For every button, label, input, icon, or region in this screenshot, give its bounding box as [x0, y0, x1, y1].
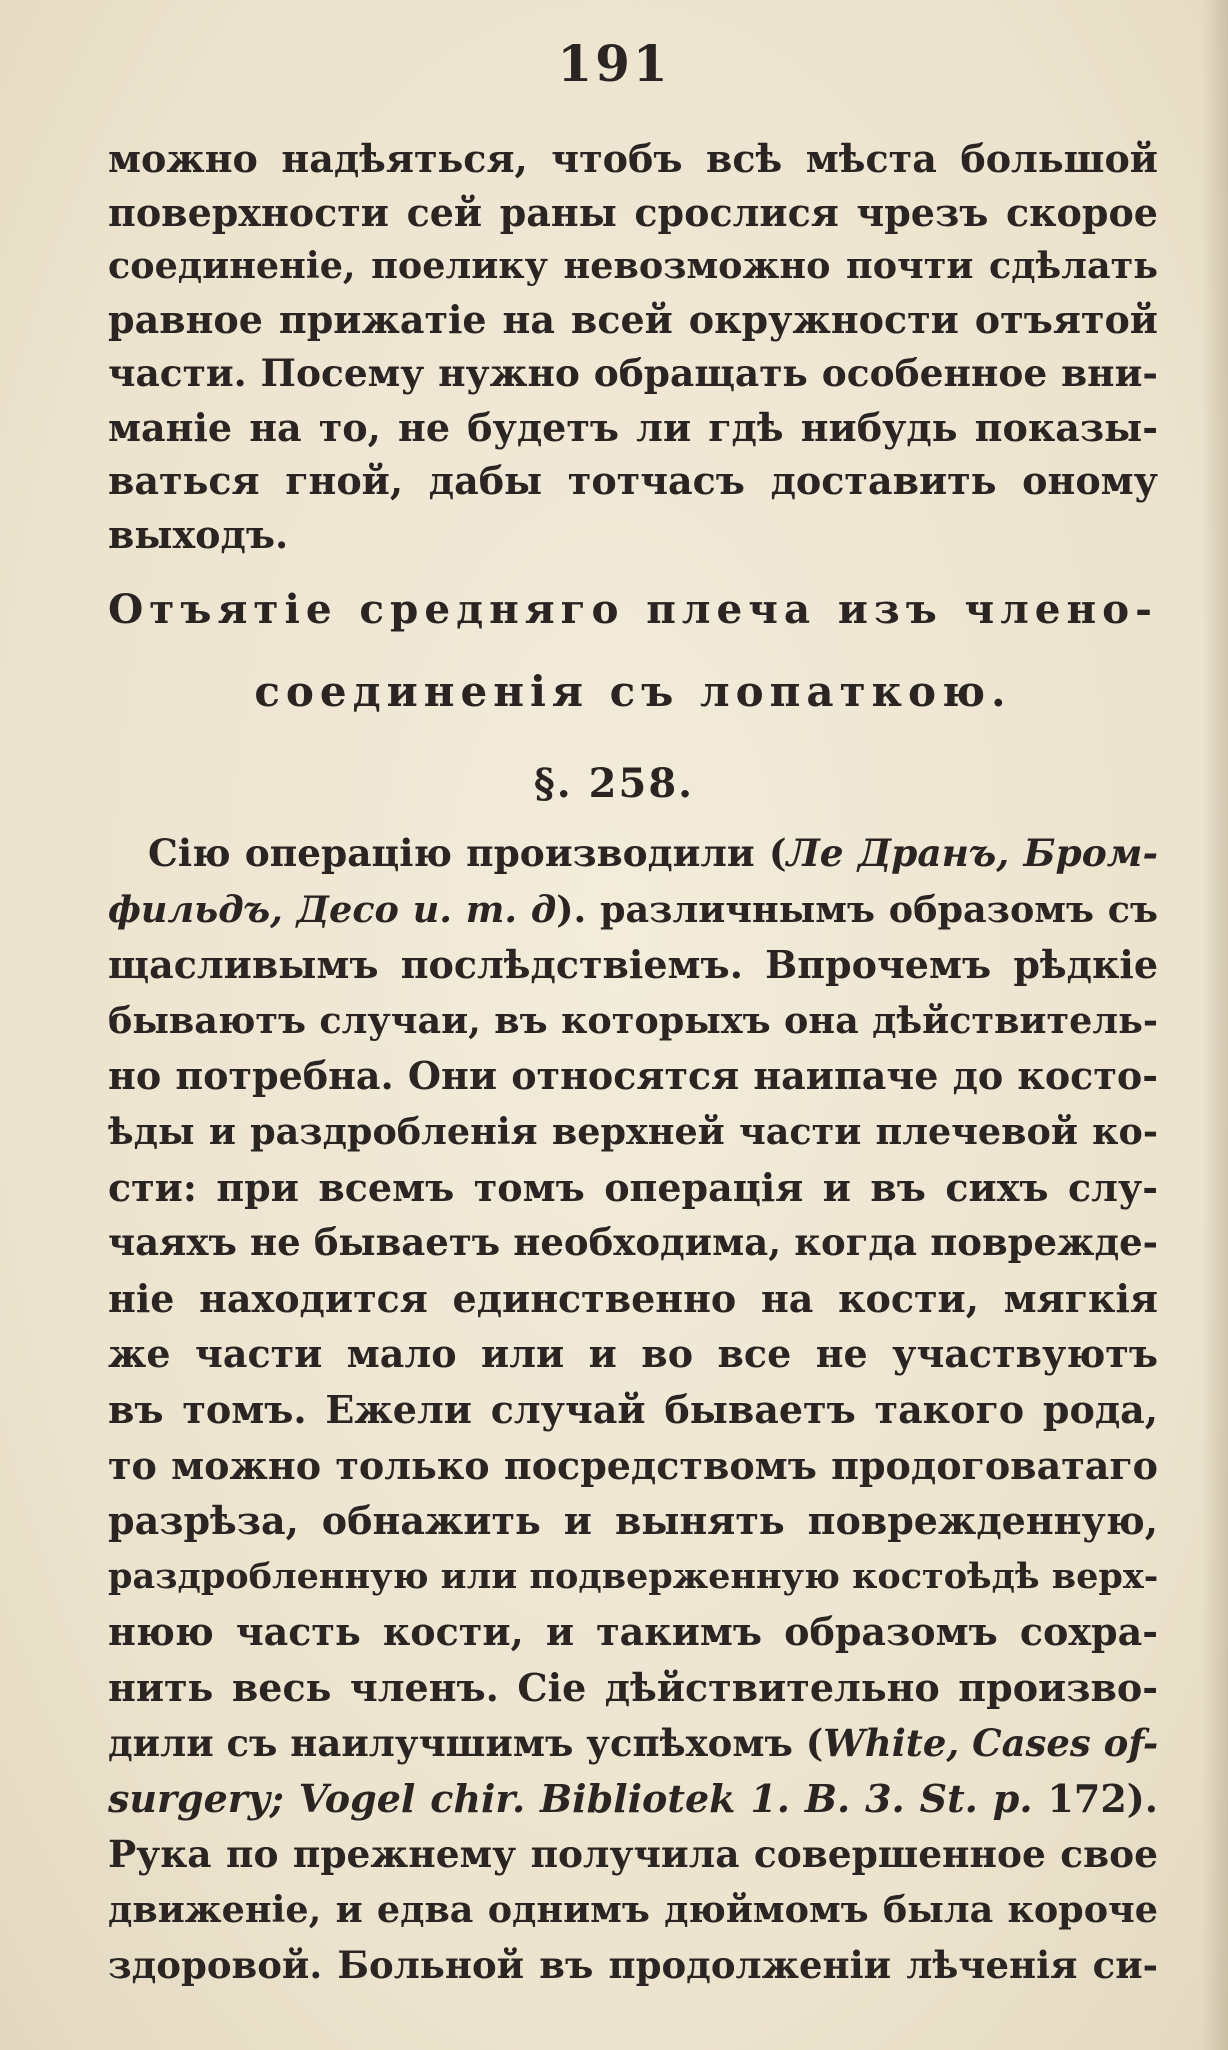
paragraph-continued — [108, 132, 1158, 562]
text-run: ). различнымъ образомъ съ — [556, 887, 1159, 931]
text-line: соединенiе, поелику невозможно почти сдѣлать — [108, 244, 1158, 288]
text-line: можно надѣяться, чтобъ всѣ мѣста большой — [108, 136, 1158, 181]
section-heading-line-2: соединенiя съ лопаткою. — [254, 667, 1012, 716]
text-line: но потребна. Они относятся наипаче до костo- — [108, 1053, 1158, 1099]
text-run: дили съ наилучшимъ успѣхомъ ( — [108, 1720, 824, 1765]
text-line: равное прижатiе на всей окружности отъятой — [108, 297, 1158, 343]
text-line: здоровой. Больной въ продолженiи лѣченiя си- — [108, 1942, 1158, 1987]
text-line: ѣды и раздробленiя верхней части плечевой ко- — [108, 1109, 1158, 1153]
section-heading-line-1: Отъятiе средняго плеча изъ члено- — [108, 585, 1158, 633]
text-line — [108, 1771, 1158, 1827]
text-line: щасливымъ послѣдствiемъ. Впрочемъ рѣдкiе — [108, 942, 1158, 988]
page-spine-shadow — [1202, 0, 1228, 2050]
text-line: нiе находится единственно на кости, мягкiя — [108, 1275, 1158, 1321]
text-line: же части мало или и во все не участвуютъ — [108, 1331, 1158, 1377]
text-line: движенiе, и едва однимъ дюймомъ была короче — [108, 1888, 1158, 1932]
text-line: разрѣза, обнажить и вынять поврежденную, — [108, 1498, 1158, 1544]
text-line — [108, 1716, 1158, 1772]
text-line: бываютъ случаи, въ которыхъ она дѣйствитель- — [108, 998, 1158, 1042]
citation-italic: Ле Дранъ, Бром- — [786, 831, 1159, 875]
text-line — [108, 882, 1158, 938]
text-line: части. Посему нужно обращать особенное вни- — [108, 350, 1158, 395]
text-line: раздробленную или подверженную костоѣдѣ верх- — [108, 1555, 1159, 1597]
citation-italic: фильдъ, Десо и. т. д — [108, 887, 557, 931]
text-line: манiе на то, не будетъ ли гдѣ нибудь показы- — [108, 404, 1158, 450]
text-line: нить весь членъ. Сiе дѣйствительно произво- — [108, 1664, 1158, 1710]
text-line — [108, 826, 1158, 882]
text-line: сти: при всемъ томъ операцiя и въ сихъ слу- — [108, 1164, 1158, 1210]
text-line: нюю часть кости, и такимъ образомъ сохра- — [108, 1609, 1158, 1655]
paragraph-section-258 — [108, 826, 1158, 1993]
text-line: въ томъ. Ежели случай бываетъ такого рода, — [108, 1386, 1158, 1432]
text-line: ваться гной, дабы тотчасъ доставить оному — [108, 458, 1158, 504]
citation-italic: White, Cases of- — [823, 1720, 1159, 1765]
page-number: 191 — [557, 34, 671, 93]
text-line: выходъ. — [108, 511, 289, 557]
text-line: поверхности сей раны срослися чрезъ скорое — [108, 189, 1158, 235]
text-line: чаяхъ не бываетъ необходима, когда поврежде- — [108, 1220, 1158, 1265]
text-line: Рука по прежнему получила совершенное свое — [108, 1831, 1158, 1876]
citation-italic: surgery; Vogel chir. Bibliotek 1. B. 3. St. p. — [108, 1776, 1033, 1822]
section-number: §. 258. — [533, 760, 695, 807]
text-line: то можно только посредствомъ продоговатаго — [108, 1442, 1158, 1488]
text-run: Сiю операцiю производили ( — [148, 831, 787, 875]
text-run: 172). — [1032, 1776, 1158, 1822]
